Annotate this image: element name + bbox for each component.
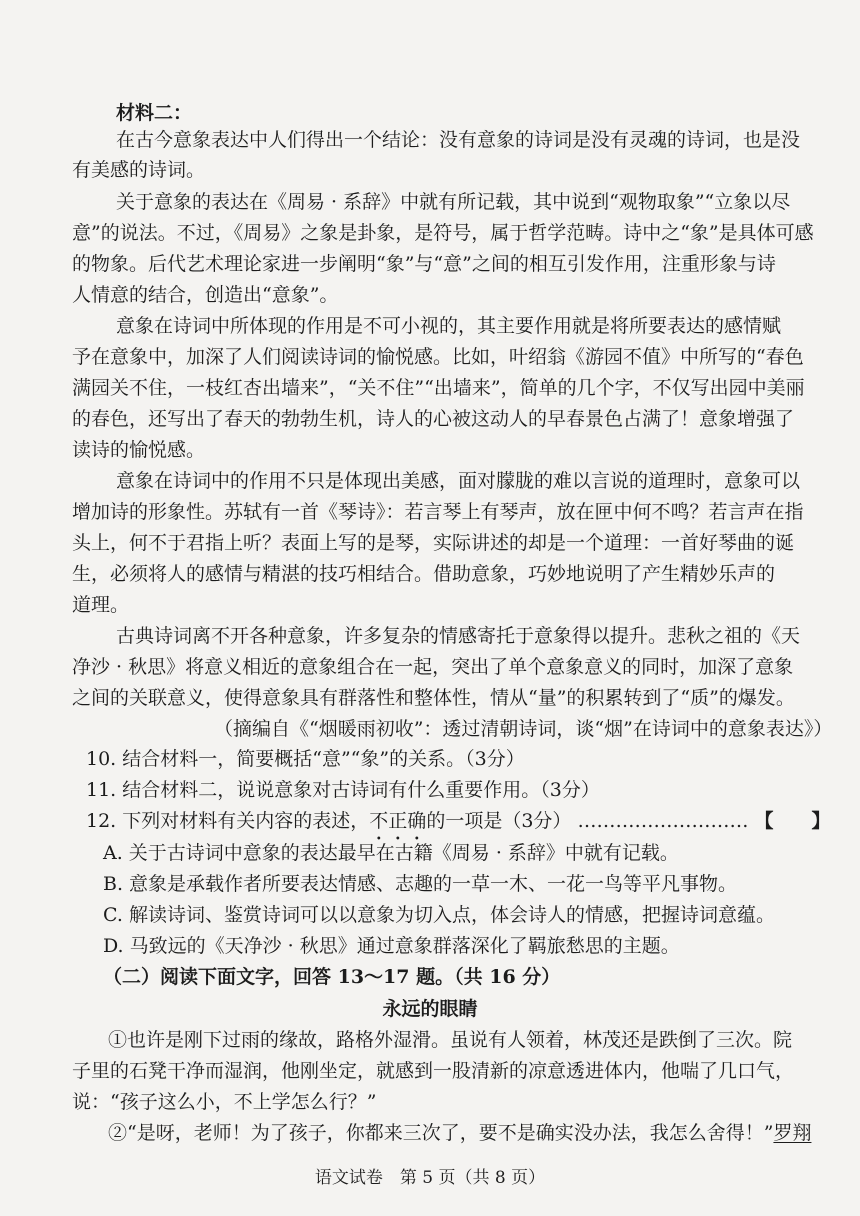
option-c: C. 解读诗词、鉴赏诗词可以以意象为切入点，体会诗人的情感，把握诗词意蕴。 <box>103 904 775 926</box>
question-12 <box>86 808 831 834</box>
option-d: D. 马致远的《天净沙 · 秋思》通过意象群落深化了羁旅愁思的主题。 <box>103 935 680 957</box>
option-a: A. 关于古诗词中意象的表达最早在古籍《周易 · 系辞》中就有记载。 <box>103 842 679 864</box>
paragraph-line: 净沙 · 秋思》将意义相近的意象组合在一起，突出了单个意象意义的同时，加深了意象 <box>72 656 794 678</box>
paragraph-line: 的春色，还写出了春天的勃勃生机，诗人的心被这动人的早春景色占满了！意象增强了 <box>72 408 795 430</box>
emphasis-char: 不 <box>369 810 389 832</box>
paragraph-line: 有美感的诗词。 <box>72 159 206 181</box>
paragraph-line: 古典诗词离不开各种意象，许多复杂的情感寄托于意象得以提升。悲秋之祖的《天 <box>116 625 801 647</box>
option-b: B. 意象是承载作者所要表达情感、志趣的一草一木、一花一鸟等平凡事物。 <box>103 873 738 895</box>
paragraph-line: 之间的关联意义，使得意象具有群落性和整体性，情从“量”的积累转到了“质”的爆发。 <box>72 687 795 709</box>
underlined-name: 罗翔 <box>773 1122 812 1144</box>
story-text: ②“是呀，老师！为了孩子，你都来三次了，要不是确实没办法，我怎么舍得！” <box>108 1122 774 1144</box>
emphasis-char: 正 <box>388 810 408 832</box>
story-paragraph-line: ①也许是刚下过雨的缘故，路格外湿滑。虽说有人领着，林茂还是跌倒了三次。院 <box>108 1029 793 1051</box>
paragraph-line: 予在意象中，加深了人们阅读诗词的愉悦感。比如，叶绍翁《游园不值》中所写的“春色 <box>72 346 804 368</box>
paragraph-line: 在古今意象表达中人们得出一个结论：没有意象的诗词是没有灵魂的诗词，也是没 <box>116 129 801 151</box>
paragraph-line: 的物象。后代艺术理论家进一步阐明“象”与“意”之间的相互引发作用，注重形象与诗 <box>72 253 776 275</box>
answer-bracket: 【 】 <box>754 810 831 832</box>
paragraph-line: 读诗的愉悦感。 <box>72 439 206 461</box>
question-12-suffix: 的一项是（3分） ……………………… <box>426 810 749 832</box>
emphasis-char: 确 <box>407 810 427 832</box>
story-title: 永远的眼睛 <box>382 998 478 1020</box>
story-paragraph-line <box>108 1120 811 1146</box>
page-footer: 语文试卷 第 5 页（共 8 页） <box>314 1168 546 1188</box>
paragraph-line: 满园关不住，一枝红杏出墙来”，“关不住”“出墙来”，简单的几个字，不仅写出园中美丽 <box>72 377 805 399</box>
paragraph-line: 意”的说法。不过，《周易》之象是卦象，是符号，属于哲学范畴。诗中之“象”是具体可感 <box>72 222 814 244</box>
question-11: 11. 结合材料二，说说意象对古诗词有什么重要作用。（3分） <box>86 779 600 801</box>
paragraph-line: 道理。 <box>72 594 130 616</box>
paragraph-line: 头上，何不于君指上听？表面上写的是琴，实际讲述的却是一个道理：一首好琴曲的诞 <box>72 532 795 554</box>
paragraph-line: 人情意的结合，创造出“意象”。 <box>72 284 339 306</box>
question-12-prefix: 12. 下列对材料有关内容的表述， <box>86 810 370 832</box>
paragraph-line: 生，必须将人的感情与精湛的技巧相结合。借助意象，巧妙地说明了产生精妙乐声的 <box>72 563 776 585</box>
paragraph-line: 意象在诗词中所体现的作用是不可小视的，其主要作用就是将所要表达的感情赋 <box>116 315 782 337</box>
source-citation: （摘编自《“烟暖雨初收”：透过清朝诗词，谈“烟”在诗词中的意象表达》） <box>214 718 833 740</box>
paragraph-line: 意象在诗词中的作用不只是体现出美感，面对朦胧的难以言说的道理时，意象可以 <box>116 470 801 492</box>
story-paragraph-line: 说：“孩子这么小，不上学怎么行？” <box>72 1091 377 1113</box>
section-heading: （二）阅读下面文字，回答 13～17 题。（共 16 分） <box>103 966 561 988</box>
paragraph-line: 增加诗的形象性。苏轼有一首《琴诗》：若言琴上有琴声，放在匣中何不鸣？若言声在指 <box>72 501 804 523</box>
question-10: 10. 结合材料一，简要概括“意”“象”的关系。（3分） <box>86 748 525 770</box>
material-heading: 材料二： <box>116 102 193 124</box>
paragraph-line: 关于意象的表达在《周易 · 系辞》中就有所记载，其中说到“观物取象”“立象以尽 <box>116 191 791 213</box>
story-paragraph-line: 子里的石凳干净而湿润，他刚坐定，就感到一股清新的凉意透进体内，他喘了几口气， <box>72 1060 795 1082</box>
